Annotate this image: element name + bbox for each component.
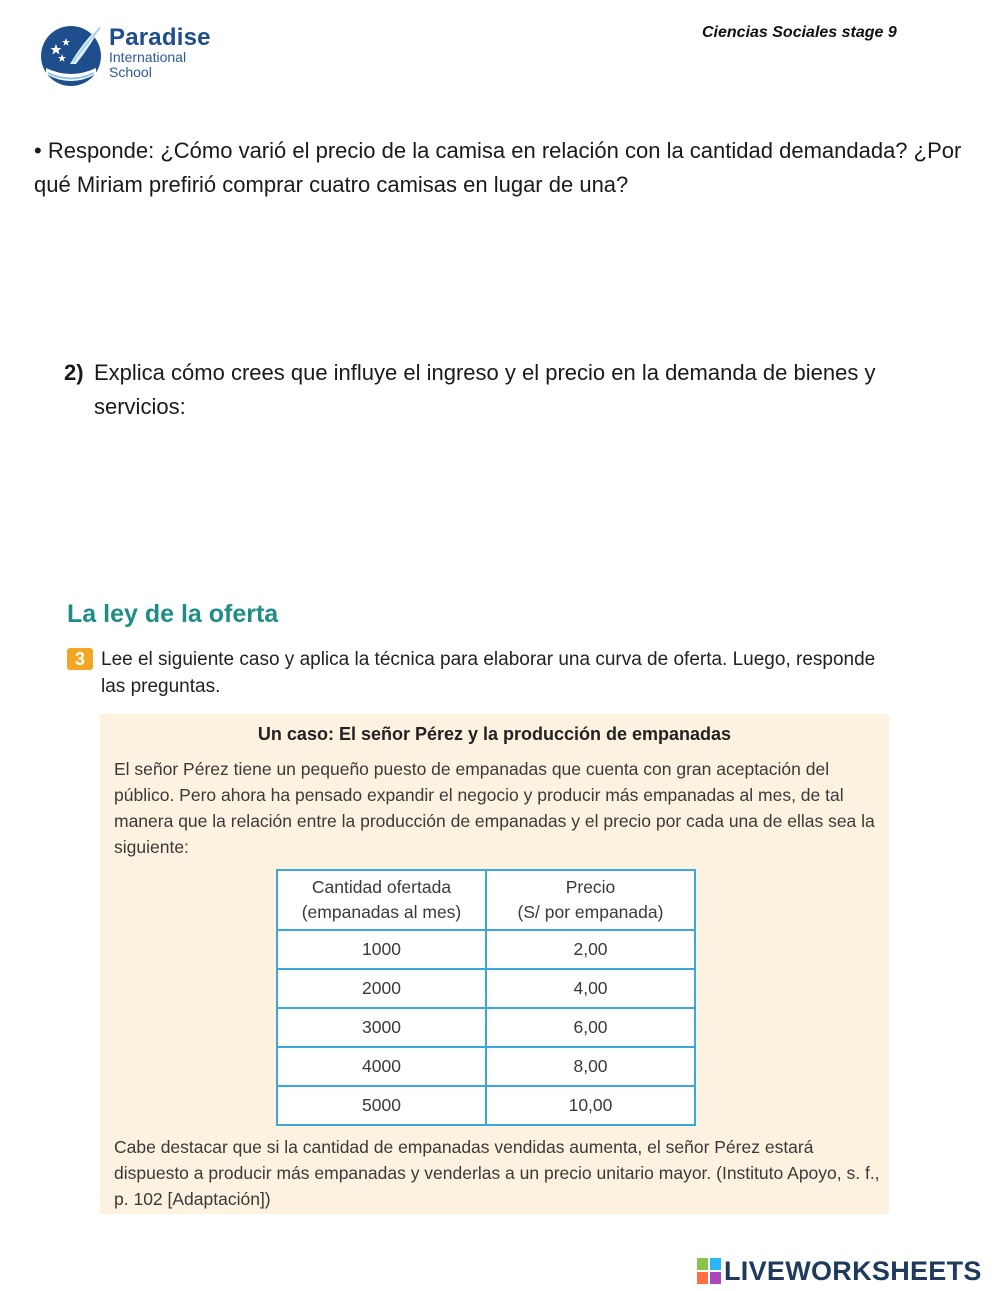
table-row	[277, 1047, 695, 1086]
supply-table	[276, 869, 696, 1126]
question-2-text: Explica cómo crees que influye el ingreso y el precio en la demanda de bienes y servicios:	[94, 360, 876, 419]
quantity-cell: 2000	[277, 969, 486, 1008]
price-cell: 6,00	[486, 1008, 695, 1047]
quantity-cell: 4000	[277, 1047, 486, 1086]
case-conclusion-text: Cabe destacar que si la cantidad de empanadas vendidas aumenta, el señor Pérez estará dispuesto a producir más empanadas y venderlas a un precio unitario mayor. (Instituto Apoyo, s. f., p. 102 [Adaptación])	[114, 1137, 880, 1209]
quantity-header-line2: (empanadas al mes)	[301, 902, 462, 922]
school-logo	[40, 18, 260, 96]
table-row	[277, 1086, 695, 1125]
case-intro-text: El señor Pérez tiene un pequeño puesto de empanadas que cuenta con gran aceptación del público. Pero ahora ha pensado expandir el negocio y producir más empanadas al mes, de tal manera que la relación entre la producción de empanadas y el precio por cada una de ellas sea la siguiente:	[114, 759, 875, 857]
logo-subtitle-line1: International	[109, 49, 187, 65]
liveworksheets-brand-text: LIVEWORKSHEETS	[724, 1256, 982, 1286]
price-cell: 8,00	[486, 1047, 695, 1086]
case-title: Un caso: El señor Pérez y la producción de empanadas	[257, 724, 732, 744]
question-2-number: 2)	[64, 360, 84, 385]
school-crest-icon	[40, 18, 104, 92]
liveworksheets-blocks-icon	[697, 1258, 721, 1284]
table-row	[277, 969, 695, 1008]
price-cell: 10,00	[486, 1086, 695, 1125]
price-cell: 4,00	[486, 969, 695, 1008]
logo-name: Paradise	[109, 24, 211, 51]
activity-number-badge: 3	[67, 648, 93, 670]
quantity-cell: 3000	[277, 1008, 486, 1047]
logo-subtitle-line2: School	[109, 64, 152, 80]
supply-table-header-row	[277, 870, 695, 930]
table-row	[277, 930, 695, 969]
price-header-line2: (S/ por empanada)	[517, 902, 664, 922]
price-column-header	[486, 870, 695, 930]
quantity-cell: 1000	[277, 930, 486, 969]
section-title: La ley de la oferta	[67, 600, 279, 628]
table-row	[277, 1008, 695, 1047]
question-1-text: • Responde: ¿Cómo varió el precio de la camisa en relación con la cantidad demandada? ¿Por qué Miriam prefirió comprar cuatro camisas en lugar de una?	[34, 138, 962, 197]
case-box	[100, 714, 889, 1214]
quantity-cell: 5000	[277, 1086, 486, 1125]
quantity-header-line1: Cantidad ofertada	[311, 877, 452, 897]
course-label: Ciencias Sociales stage 9	[702, 24, 897, 41]
price-cell: 2,00	[486, 930, 695, 969]
price-header-line1: Precio	[565, 877, 616, 897]
activity-instructions: Lee el siguiente caso y aplica la técnica para elaborar una curva de oferta. Luego, responde las preguntas.	[101, 649, 876, 697]
quantity-column-header	[277, 870, 486, 930]
